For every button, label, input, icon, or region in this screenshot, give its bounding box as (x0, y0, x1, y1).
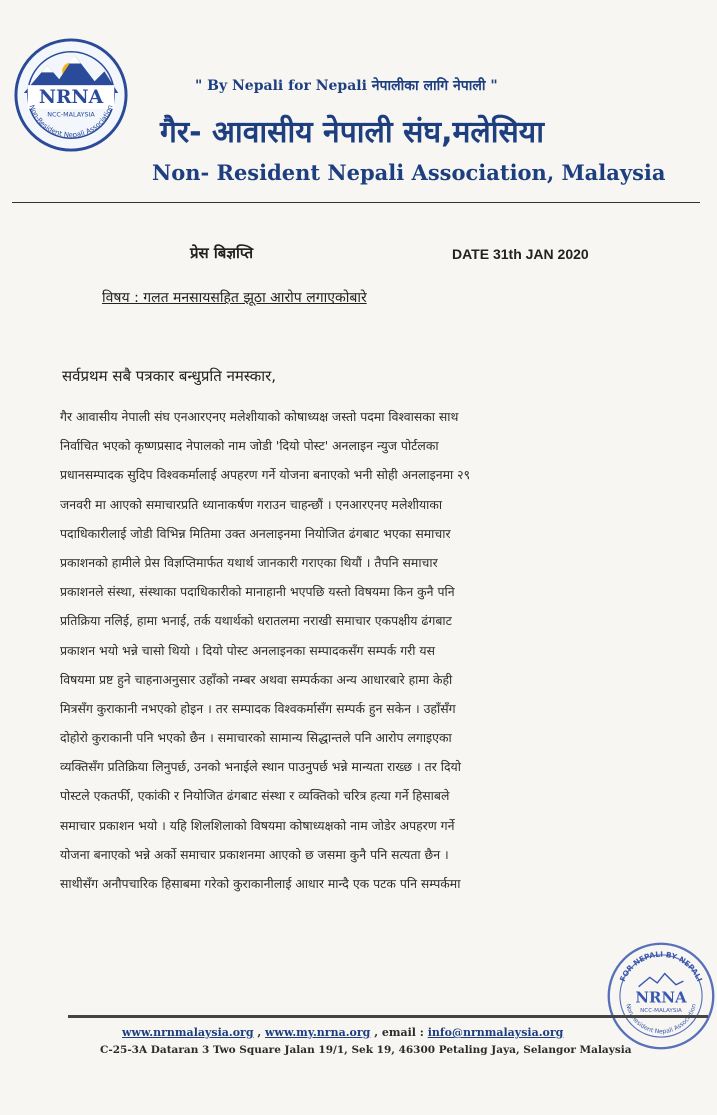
body-line: दोहोरो कुराकानी पनि भएको छैन । समाचारको सामान्य सिद्धान्तले पनि आरोप लगाइएका (60, 730, 452, 746)
logo-sub: NCC-MALAYSIA (47, 110, 95, 119)
press-release-heading: प्रेस बिज्ञप्ति (190, 244, 254, 262)
body-line: समाचार प्रकाशन भयो । यहि शिलशिलाको विषयमा कोषाध्यक्षको नाम जोडेर अपहरण गर्ने (60, 817, 455, 833)
body-line: पोस्टले एकतर्फी, एकांकी र नियोजित ढंगबाट संस्था र व्यक्तिको चरित्र हत्या गर्ने हिसाबले (60, 788, 450, 804)
body-line: प्रकाशनको हामीले प्रेस विज्ञप्तिमार्फत यथार्थ जानकारी गराएका थियौं । तैपनि समाचार (60, 554, 438, 570)
body-line: विषयमा प्रष्ट हुने चाहनाअनुसार उहाँको नम्बर अथवा सम्पर्कका अन्य आधारबारे हामा केही (60, 671, 453, 687)
email-label: , email : (370, 1026, 428, 1039)
footer-divider (68, 1015, 708, 1018)
website-link-secondary[interactable]: www.my.nrna.org (265, 1026, 371, 1039)
release-date: DATE 31th JAN 2020 (452, 246, 589, 262)
body-line: प्रधानसम्पादक सुदिप विश्वकर्मालाई अपहरण गर्ने योजना बनाएको भनी सोही अनलाइनमा २९ (60, 467, 471, 483)
body-line: व्यक्तिसँग प्रतिक्रिया लिनुपर्छ, उनको भनाईले स्थान पाउनुपर्छ भन्ने मान्यता राख्छ । तर दियो (60, 759, 461, 775)
body-line: मित्रसँग कुराकानी नभएको होइन । तर सम्पादक विश्वकर्मासँग सम्पर्क हुन सकेन । उहाँसँग (60, 700, 456, 716)
seal-ring-text: FOR NEPALI BY NEPALI (617, 949, 705, 983)
footer-contact (122, 1026, 563, 1039)
body-line: निर्वाचित भएको कृष्णप्रसाद नेपालको नाम जोडी 'दियो पोस्ट' अनलाइन न्युज पोर्टलका (60, 438, 439, 454)
organization-seal-stamp (605, 940, 717, 1052)
logo-ring-text: Non-Resident Nepali Association (27, 103, 115, 140)
greeting: सर्वप्रथम सबै पत्रकार बन्धुप्रति नमस्कार, (62, 367, 277, 385)
seal-sub: NCC-MALAYSIA (640, 1007, 682, 1014)
body-paragraph (60, 402, 650, 898)
body-line: प्रतिक्रिया नलिई, हामा भनाई, तर्क यथार्थको धरातलमा नराखी समाचार एकपक्षीय ढंगबाट (60, 613, 452, 629)
nrna-logo (12, 36, 130, 154)
organization-title-nepali: गैर- आवासीय नेपाली संघ,मलेसिया (160, 115, 544, 150)
body-line: जनवरी मा आएको समाचारप्रति ध्यानाकर्षण गराउन चाहन्छौं । एनआरएनए मलेशीयाका (60, 496, 443, 512)
subject-line: विषय : गलत मनसायसहित झूठा आरोप लगाएकोबारे (102, 290, 367, 306)
body-line: प्रकाशनले संस्था, संस्थाका पदाधिकारीको मानाहानी भएपछि यस्तो विषयमा किन कुनै पनि (60, 584, 455, 600)
header-divider (12, 202, 700, 203)
email-link[interactable]: info@nrnmalaysia.org (427, 1026, 564, 1039)
footer-address: C-25-3A Dataran 3 Two Square Jalan 19/1, Sek 19, 46300 Petaling Jaya, Selangor Malaysia (100, 1044, 632, 1056)
logo-name: NRNA (38, 85, 104, 108)
body-line: गैर आवासीय नेपाली संघ एनआरएनए मलेशीयाको कोषाध्यक्ष जस्तो पदमा विश्वासका साथ (60, 409, 459, 424)
tagline: " By Nepali for Nepali नेपालीका लागि नेपाली " (195, 78, 498, 94)
organization-title-english: Non- Resident Nepali Association, Malaysia (152, 160, 666, 185)
seal-lower-text: Non-Resident Nepali Association (624, 1003, 698, 1036)
website-link[interactable]: www.nrnmalaysia.org (122, 1026, 254, 1039)
body-line: योजना बनाएको भन्ने अर्को समाचार प्रकाशनमा आएको छ जसमा कुनै पनि सत्यता छैन । (60, 846, 449, 862)
body-line: प्रकाशन भयो भन्ने चासो थियो । दियो पोस्ट अनलाइनका सम्पादकसँग सम्पर्क गरी यस (60, 642, 435, 658)
seal-name: NRNA (635, 988, 687, 1007)
body-line: साथीसँग अनौपचारिक हिसाबमा गरेको कुराकानीलाई आधार मान्दै एक पटक पनि सम्पर्कमा (60, 876, 461, 891)
separator: , (253, 1026, 266, 1039)
body-line: पदाधिकारीलाई जोडी विभिन्न मितिमा उक्त अनलाइनमा नियोजित ढंगबाट भएका समाचार (60, 525, 451, 541)
